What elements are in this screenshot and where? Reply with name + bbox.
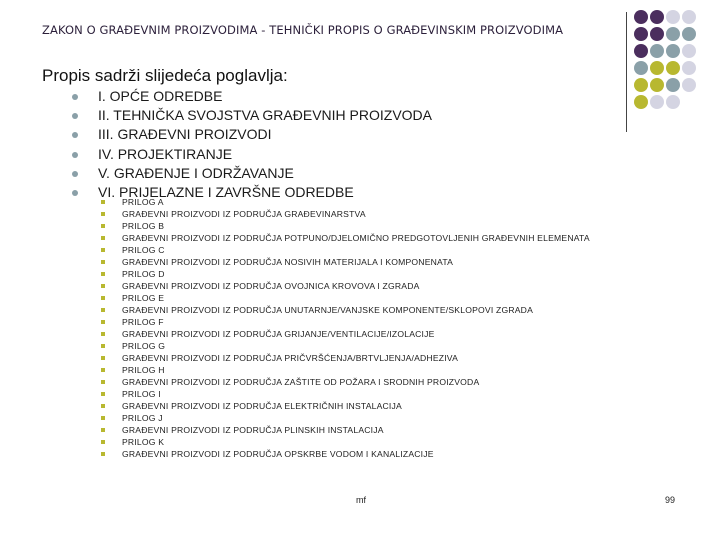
annex-label: PRILOG D	[122, 269, 165, 279]
square-bullet-icon	[101, 332, 105, 336]
annex-label: PRILOG K	[122, 437, 165, 447]
decorative-dot	[666, 27, 680, 41]
annex-label: GRAĐEVNI PROIZVODI IZ PODRUČJA ZAŠTITE OD POŽARA I SRODNIH PROIZVODA	[122, 377, 480, 387]
decorative-dot	[650, 10, 664, 24]
intro-text: Propis sadrži slijedeća poglavlja:	[42, 66, 288, 85]
annex-label: GRAĐEVNI PROIZVODI IZ PODRUČJA OVOJNICA KROVOVA I ZGRADA	[122, 281, 420, 291]
annex-label: GRAĐEVNI PROIZVODI IZ PODRUČJA PRIČVRŠĆENJA/BRTVLJENJA/ADHEZIVA	[122, 353, 459, 363]
chapter-label: I. OPĆE ODREDBE	[98, 88, 223, 104]
square-bullet-icon	[101, 272, 105, 276]
annex-label: PRILOG C	[122, 245, 165, 255]
square-bullet-icon	[101, 284, 105, 288]
square-bullet-icon	[101, 440, 105, 444]
chapter-label: VI. PRIJELAZNE I ZAVRŠNE ODREDBE	[98, 183, 354, 200]
chapter-label: III. GRAĐEVNI PROIZVODI	[98, 126, 272, 143]
annex-label: PRILOG I	[122, 389, 161, 399]
square-bullet-icon	[101, 236, 105, 240]
annex-label: GRAĐEVNI PROIZVODI IZ PODRUČJA PLINSKIH INSTALACIJA	[122, 425, 384, 435]
chapter-label: V. GRAĐENJE I ODRŽAVANJE	[98, 164, 294, 181]
chapter-label: IV. PROJEKTIRANJE	[98, 145, 233, 162]
annex-label: PRILOG F	[122, 317, 164, 327]
square-bullet-icon	[101, 392, 105, 396]
decorative-dot	[650, 95, 664, 109]
square-bullet-icon	[101, 344, 105, 348]
bullet-icon	[72, 190, 78, 196]
decorative-dot	[682, 27, 696, 41]
decorative-dot	[634, 10, 648, 24]
bullet-icon	[72, 94, 78, 100]
decorative-dot	[634, 78, 648, 92]
square-bullet-icon	[101, 380, 105, 384]
annex-label: PRILOG B	[122, 221, 165, 231]
decorative-dot	[666, 10, 680, 24]
annex-label: GRAĐEVNI PROIZVODI IZ PODRUČJA GRAĐEVINARSTVA	[122, 209, 366, 219]
annex-label: PRILOG E	[122, 293, 165, 303]
annex-label: GRAĐEVNI PROIZVODI IZ PODRUČJA NOSIVIH MATERIJALA I KOMPONENATA	[122, 257, 454, 267]
decorative-dot	[634, 61, 648, 75]
footer-author: mf	[356, 495, 366, 505]
decorative-dot	[666, 95, 680, 109]
annex-label: PRILOG A	[122, 197, 164, 207]
decorative-dot	[682, 44, 696, 58]
decorative-dot-grid	[634, 10, 720, 120]
square-bullet-icon	[101, 212, 105, 216]
decorative-dot	[650, 61, 664, 75]
square-bullet-icon	[101, 428, 105, 432]
decorative-dot	[666, 44, 680, 58]
decorative-dot	[650, 44, 664, 58]
bullet-icon	[72, 113, 78, 119]
square-bullet-icon	[101, 368, 105, 372]
annex-label: PRILOG J	[122, 413, 163, 423]
annex-label: GRAĐEVNI PROIZVODI IZ PODRUČJA UNUTARNJE/VANJSKE KOMPONENTE/SKLOPOVI ZGRADA	[122, 305, 534, 315]
decorative-dot	[682, 61, 696, 75]
decorative-dot	[634, 95, 648, 109]
page-number: 99	[665, 495, 676, 505]
annex-label: PRILOG H	[122, 365, 165, 375]
decorative-dot	[682, 78, 696, 92]
decorative-dot	[650, 78, 664, 92]
decorative-dot	[666, 78, 680, 92]
chapter-label: II. TEHNIČKA SVOJSTVA GRAĐEVNIH PROIZVODA	[98, 107, 432, 124]
square-bullet-icon	[101, 200, 105, 204]
decorative-dot	[650, 27, 664, 41]
decorative-dot	[666, 61, 680, 75]
square-bullet-icon	[101, 260, 105, 264]
square-bullet-icon	[101, 308, 105, 312]
decorative-dot	[634, 44, 648, 58]
square-bullet-icon	[101, 296, 105, 300]
annex-label: GRAĐEVNI PROIZVODI IZ PODRUČJA ELEKTRIČNIH INSTALACIJA	[122, 401, 402, 411]
bullet-icon	[72, 132, 78, 138]
square-bullet-icon	[101, 224, 105, 228]
annex-label: GRAĐEVNI PROIZVODI IZ PODRUČJA POTPUNO/DJELOMIČNO PREDGOTOVLJENIH GRAĐEVNIH ELEMENATA	[122, 233, 590, 243]
annex-label: GRAĐEVNI PROIZVODI IZ PODRUČJA OPSKRBE VODOM I KANALIZACIJE	[122, 449, 434, 459]
annex-label: PRILOG G	[122, 341, 166, 351]
square-bullet-icon	[101, 248, 105, 252]
square-bullet-icon	[101, 356, 105, 360]
square-bullet-icon	[101, 320, 105, 324]
header-title: ZAKON O GRAĐEVNIM PROIZVODIMA - TEHNIČKI PROPIS O GRAĐEVINSKIM PROIZVODIMA	[42, 23, 564, 37]
decorative-dot	[682, 10, 696, 24]
decorative-dot	[634, 27, 648, 41]
square-bullet-icon	[101, 404, 105, 408]
header-divider	[626, 12, 627, 132]
bullet-icon	[72, 152, 78, 158]
annex-label: GRAĐEVNI PROIZVODI IZ PODRUČJA GRIJANJE/VENTILACIJE/IZOLACIJE	[122, 329, 435, 339]
bullet-icon	[72, 171, 78, 177]
square-bullet-icon	[101, 452, 105, 456]
square-bullet-icon	[101, 416, 105, 420]
